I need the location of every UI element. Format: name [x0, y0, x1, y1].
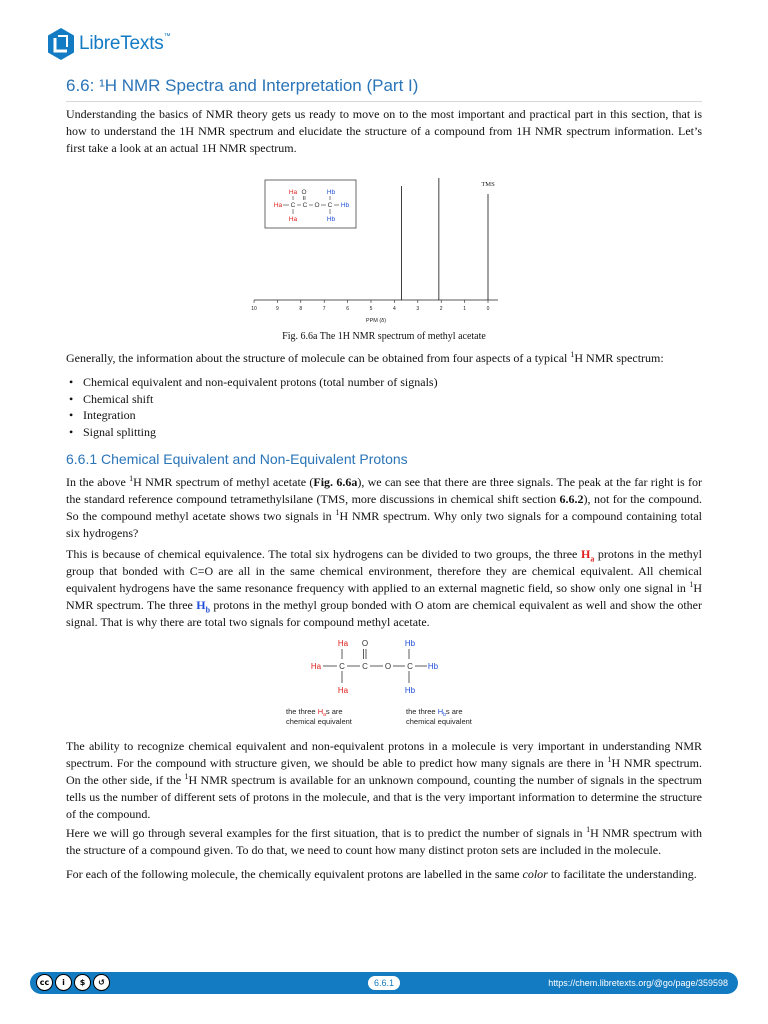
svg-text:C: C — [362, 662, 368, 671]
axis-tick-label: 5 — [369, 306, 373, 312]
svg-text:Ha: Ha — [273, 202, 283, 209]
axis-tick-label: 6 — [346, 306, 349, 312]
svg-text:Ha: Ha — [310, 662, 322, 671]
paragraph-examples: Here we will go through several examples for the first situation, that is to predict the number of signals in $^1$H NMR spectrum with the structure of a compound given. To do that, we need to count how many distinct proton sets are included in the molecule. — [66, 825, 703, 857]
svg-text:C: C — [407, 662, 413, 671]
svg-text:O: O — [301, 189, 307, 196]
page-title: 6.6: ¹H NMR Spectra and Interpretation (Part I) — [66, 76, 419, 95]
libretexts-wordmark: LibreTexts™ — [79, 33, 171, 54]
section-title: 6.6.1 Chemical Equivalent and Non-Equivalent Protons — [66, 451, 408, 467]
svg-text:Hb: Hb — [340, 202, 350, 209]
axis-tick-label: 8 — [299, 306, 303, 312]
hb-equivalence-label-line2: chemical equivalent — [406, 717, 472, 726]
spectrum-peaks — [401, 178, 488, 300]
sharealike-icon: ↺ — [93, 974, 110, 991]
axis-tick-label: 9 — [276, 306, 279, 312]
axis-tick-label: 3 — [416, 306, 420, 312]
paragraph-equivalence: This is because of chemical equivalence. The total six hydrogens can be divided to two groups, the three $H_a$ protons in the methyl group that bonded with C=O are all in the same chemical environment, therefore they are chemical equivalent. All chemical equivalent hydrogens have the same resonance frequency with applied to an external magnetic field, so show only one signal in $^1$H NMR spectrum. The three $H_b$ protons in the methyl group bonded with O atom are chemical equivalent as well and show the other signal. That is why there are total two signals for compound methyl acetate. — [66, 547, 703, 629]
axis-tick-label: 1 — [463, 306, 466, 312]
svg-text:Hb: Hb — [326, 189, 336, 196]
list-item: • Chemical shift — [66, 391, 438, 408]
list-item: • Signal splitting — [66, 424, 438, 441]
svg-text:Ha: Ha — [337, 686, 349, 695]
cc-icon: cc — [36, 974, 53, 991]
paragraph-signals: In the above $^1$H NMR spectrum of methyl acetate (Fig. 6.6a), we can see that there are three signals. The peak at the far right is for the standard reference compound tetramethylsilane (TMS, more discussions in chemical shift section 6.6.2), not for the compound. So the compound methyl acetate shows two signals in $^1$H NMR spectrum. Why only two signals for a compound containing total six hydrogens? — [66, 474, 702, 540]
paragraph-color-note: For each of the following molecule, the chemically equivalent protons are labelled in the same color to facilitate the understanding. — [66, 867, 697, 881]
axis-tick-label: 7 — [322, 306, 326, 312]
page-url-link[interactable]: https://chem.libretexts.org/@go/page/359598 — [548, 978, 728, 988]
axis-label: PPM (δ) — [365, 318, 387, 324]
svg-text:Ha: Ha — [337, 639, 349, 648]
paragraph-importance: The ability to recognize chemical equivalent and non-equivalent protons in a molecule is very important in understanding NMR spectrum. For the compound with structure given, we should be able to predict how many signals are there in $^1$H NMR spectrum. On the other side, if the $^1$H NMR spectrum is available for an unknown compound, counting the number of signals in the spectrum tells us the number of different sets of protons in the molecule, and that is the very important information to determine the structure of the compound. — [66, 739, 702, 821]
svg-text:Hb: Hb — [404, 639, 416, 648]
axis-tick-label: 2 — [439, 306, 443, 312]
figure-ref-link[interactable]: Fig. 6.6a — [313, 475, 358, 489]
svg-text:O: O — [314, 202, 320, 209]
aspects-intro: Generally, the information about the structure of molecule can be obtained from four aspects of a typical $^1$H NMR spectrum: — [66, 350, 664, 365]
ha-equivalence-label-line2: chemical equivalent — [286, 717, 352, 726]
list-item: • Chemical equivalent and non-equivalent protons (total number of signals) — [66, 374, 438, 391]
page-number: 6.6.1 — [368, 976, 400, 990]
tms-label: TMS — [481, 181, 495, 188]
svg-text:C: C — [339, 662, 345, 671]
svg-text:C: C — [327, 202, 333, 209]
figure1-caption: Fig. 6.6a The 1H NMR spectrum of methyl acetate — [282, 331, 486, 342]
svg-text:Hb: Hb — [404, 686, 416, 695]
aspects-list — [66, 374, 438, 440]
noncommercial-icon: $ — [74, 974, 91, 991]
libretexts-logo[interactable] — [46, 26, 170, 62]
title-divider — [66, 101, 702, 102]
hb-equivalence-label: the three $H_bs$ are — [406, 707, 463, 718]
methyl-acetate-equivalence-figure — [282, 636, 494, 730]
list-item: • Integration — [66, 407, 438, 424]
axis-ticks — [251, 300, 489, 312]
attribution-icon: i — [55, 974, 72, 991]
intro-paragraph: Understanding the basics of NMR theory gets us ready to move on to the most important and practical part in this section, that is how to understand the 1H NMR spectrum and elucidate the structure of a compound from 1H NMR spectrum information. Let’s first take a look at an actual 1H NMR spectrum. — [66, 107, 702, 155]
methyl-acetate-structure — [274, 189, 350, 223]
svg-text:C: C — [290, 202, 296, 209]
ha-equivalence-label: the three $H_as$ are — [286, 707, 343, 718]
axis-tick-label: 10 — [251, 306, 257, 312]
svg-text:Hb: Hb — [427, 662, 439, 671]
license-badge[interactable] — [36, 974, 110, 992]
svg-text:C: C — [302, 202, 308, 209]
svg-text:Ha: Ha — [288, 216, 298, 223]
svg-text:O: O — [361, 639, 369, 648]
svg-text:O: O — [384, 662, 392, 671]
axis-tick-label: 0 — [486, 306, 490, 312]
axis-tick-label: 4 — [393, 306, 396, 312]
page-footer — [30, 972, 738, 994]
nmr-spectrum-figure — [250, 172, 504, 332]
libretexts-logo-icon — [46, 27, 76, 61]
svg-text:Hb: Hb — [326, 216, 336, 223]
svg-text:Ha: Ha — [288, 189, 298, 196]
section-ref-link[interactable]: 6.6.2 — [559, 492, 584, 506]
